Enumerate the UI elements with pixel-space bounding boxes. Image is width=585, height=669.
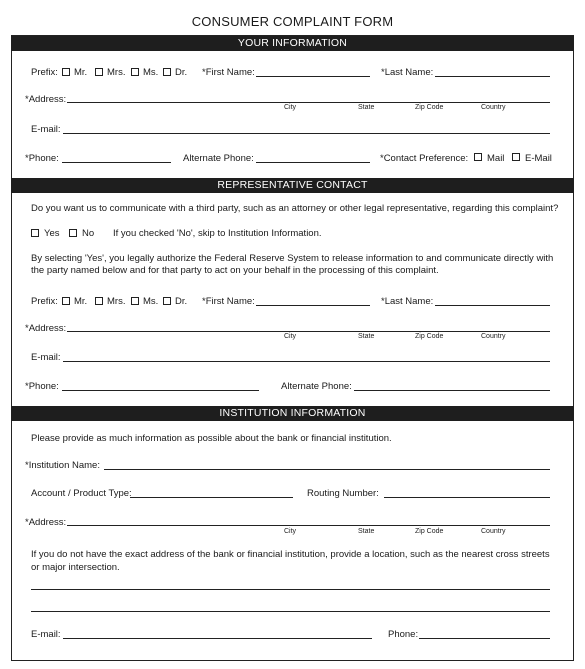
rep-prefix-label: Prefix: (31, 296, 58, 307)
address-label: *Address: (25, 94, 67, 105)
first-name-label: *First Name: (202, 67, 255, 78)
authorization-line-2: the party named below and for that party to act on your behalf in the processing of this complaint. (31, 265, 439, 276)
institution-email-label: E-mail: (31, 629, 61, 640)
rep-prefix-mrs-checkbox[interactable] (95, 297, 103, 305)
rep-zip-caption: Zip Code (415, 333, 444, 340)
institution-intro: Please provide as much information as possible about the bank or financial institution. (31, 433, 392, 444)
institution-phone-label: Phone: (388, 629, 419, 640)
section-header-institution-information: INSTITUTION INFORMATION (11, 406, 574, 421)
institution-phone-field[interactable] (419, 638, 550, 639)
rep-email-label: E-mail: (31, 352, 61, 363)
contact-email-label: E-Mail (525, 153, 552, 164)
rep-state-caption: State (358, 333, 375, 340)
rep-country-caption: Country (481, 333, 506, 340)
prefix-mr-checkbox[interactable] (62, 68, 70, 76)
rep-prefix-mrs-label: Mrs. (107, 296, 126, 307)
rep-prefix-mr-label: Mr. (74, 296, 88, 307)
authorization-line-1: By selecting 'Yes', you legally authorize the Federal Reserve System to release information to and communicate directly with (31, 253, 554, 264)
prefix-label: Prefix: (31, 67, 58, 78)
location-line-2[interactable] (31, 611, 550, 612)
rep-city-caption: City (284, 333, 297, 340)
rep-phone-field[interactable] (62, 390, 259, 391)
institution-email-field[interactable] (63, 638, 372, 639)
third-party-question: Do you want us to communicate with a third party, such as an attorney or other legal representative, regarding this complaint? (31, 203, 559, 214)
rep-first-name-field[interactable] (256, 305, 370, 306)
third-party-yes-checkbox[interactable] (31, 229, 39, 237)
rep-prefix-ms-checkbox[interactable] (131, 297, 139, 305)
rep-last-name-field[interactable] (435, 305, 550, 306)
institution-address-label: *Address: (25, 517, 67, 528)
prefix-ms-label: Ms. (143, 67, 159, 78)
rep-alt-phone-label: Alternate Phone: (281, 381, 352, 392)
prefix-mr-label: Mr. (74, 67, 88, 78)
rep-phone-label: *Phone: (25, 381, 59, 392)
email-label: E-mail: (31, 124, 61, 135)
institution-state-caption: State (358, 528, 375, 535)
alt-phone-field[interactable] (256, 162, 370, 163)
email-field[interactable] (63, 133, 550, 134)
prefix-dr-checkbox[interactable] (163, 68, 171, 76)
last-name-field[interactable] (435, 76, 550, 77)
third-party-no-checkbox[interactable] (69, 229, 77, 237)
zip-caption: Zip Code (415, 104, 444, 111)
routing-number-field[interactable] (384, 497, 550, 498)
prefix-mrs-label: Mrs. (107, 67, 126, 78)
phone-label: *Phone: (25, 153, 59, 164)
rep-prefix-ms-label: Ms. (143, 296, 159, 307)
section-header-representative-contact: REPRESENTATIVE CONTACT (11, 178, 574, 193)
skip-instruction: If you checked 'No', skip to Institution Information. (113, 228, 322, 239)
prefix-ms-checkbox[interactable] (131, 68, 139, 76)
no-address-line-2: or major intersection. (31, 562, 120, 573)
routing-number-label: Routing Number: (307, 488, 379, 499)
contact-email-checkbox[interactable] (512, 153, 520, 161)
institution-country-caption: Country (481, 528, 506, 535)
rep-address-field[interactable] (67, 331, 550, 332)
last-name-label: *Last Name: (381, 67, 434, 78)
institution-name-field[interactable] (104, 469, 550, 470)
third-party-no-label: No (82, 228, 95, 239)
rep-address-label: *Address: (25, 323, 67, 334)
contact-mail-label: Mail (487, 153, 505, 164)
no-address-line-1: If you do not have the exact address of the bank or financial institution, provide a location, such as the nearest cross streets (31, 549, 550, 560)
account-type-field[interactable] (130, 497, 293, 498)
rep-prefix-mr-checkbox[interactable] (62, 297, 70, 305)
rep-alt-phone-field[interactable] (354, 390, 550, 391)
rep-prefix-dr-label: Dr. (175, 296, 188, 307)
contact-mail-checkbox[interactable] (474, 153, 482, 161)
location-line-1[interactable] (31, 589, 550, 590)
country-caption: Country (481, 104, 506, 111)
address-field[interactable] (67, 102, 550, 103)
section-header-your-information: YOUR INFORMATION (11, 36, 574, 51)
alt-phone-label: Alternate Phone: (183, 153, 254, 164)
institution-city-caption: City (284, 528, 297, 535)
institution-address-field[interactable] (67, 525, 550, 526)
institution-zip-caption: Zip Code (415, 528, 444, 535)
account-type-label: Account / Product Type: (31, 488, 132, 499)
institution-name-label: *Institution Name: (25, 460, 100, 471)
rep-first-name-label: *First Name: (202, 296, 255, 307)
first-name-field[interactable] (256, 76, 370, 77)
phone-field[interactable] (62, 162, 171, 163)
state-caption: State (358, 104, 375, 111)
contact-pref-label: *Contact Preference: (380, 153, 469, 164)
rep-email-field[interactable] (63, 361, 550, 362)
rep-last-name-label: *Last Name: (381, 296, 434, 307)
rep-prefix-dr-checkbox[interactable] (163, 297, 171, 305)
prefix-dr-label: Dr. (175, 67, 188, 78)
city-caption: City (284, 104, 297, 111)
form-title: CONSUMER COMPLAINT FORM (191, 14, 394, 29)
prefix-mrs-checkbox[interactable] (95, 68, 103, 76)
third-party-yes-label: Yes (44, 228, 60, 239)
